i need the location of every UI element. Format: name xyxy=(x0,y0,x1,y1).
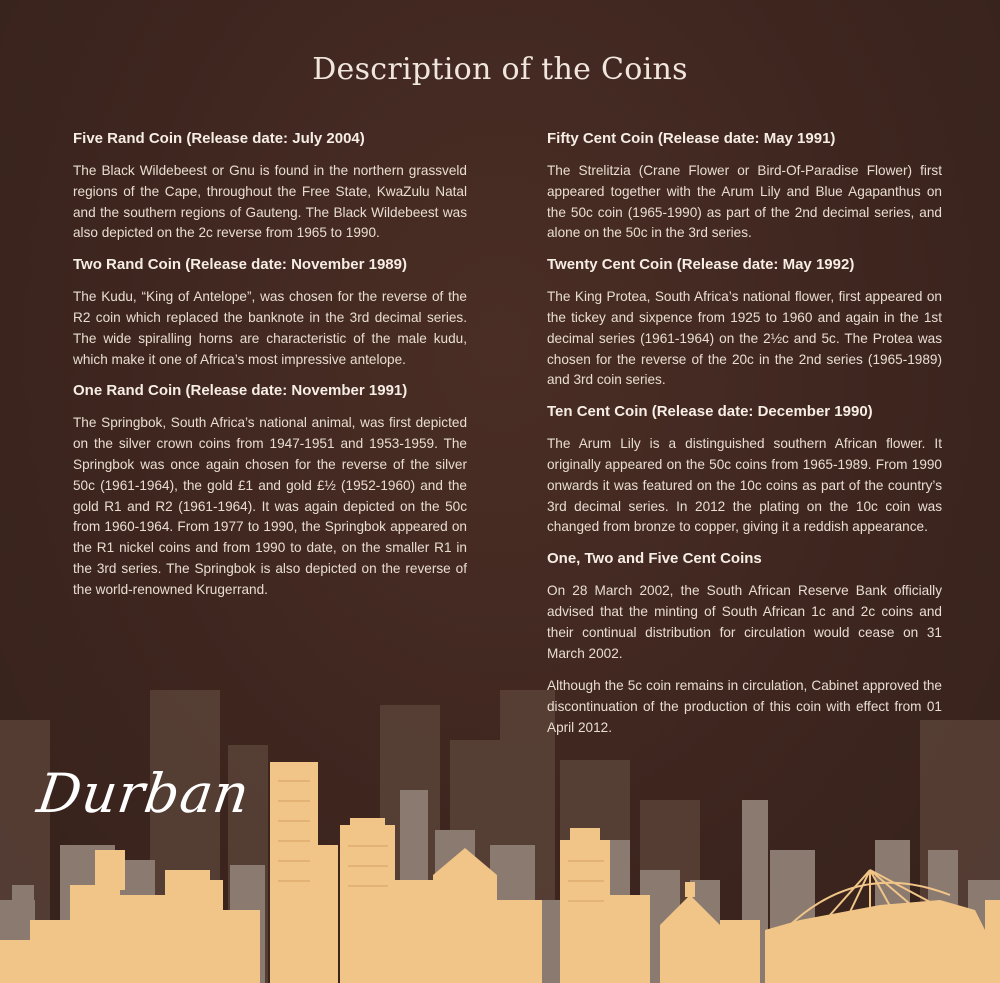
small-cent-coins-paragraph-1: On 28 March 2002, the South African Reserve Bank officially advised that the minting of South African 1c and 2c coins and their continual distribution for circulation would cease on 31 March 2002. xyxy=(547,583,942,661)
ten-cent-heading: Ten Cent Coin (Release date: December 1990) xyxy=(547,403,873,421)
two-rand-section xyxy=(73,256,467,370)
fifty-cent-description: The Strelitzia (Crane Flower or Bird-Of-Paradise Flower) first appeared together with the Arum Lily and Blue Agapanthus on the 50c coin (1965-1990) as part of the 2nd decimal series, and alone on the 50c in the 3rd series. xyxy=(547,163,942,241)
five-rand-heading: Five Rand Coin (Release date: July 2004) xyxy=(73,130,365,147)
one-rand-heading: One Rand Coin (Release date: November 1991) xyxy=(73,382,408,400)
small-cent-coins-section xyxy=(547,550,942,739)
one-rand-description: The Springbok, South Africa’s national animal, was first depicted on the silver crown coins from 1947-1951 and 1953-1959. The Springbok was once again chosen for the reverse of the silver 50c (1961-1964), the gold £1 and gold £½ (1952-1960) and the gold R1 and R2 (1961-1964). It was again depicted on the 50c from 1960-1964. From 1977 to 1990, the Springbok appeared on the R1 nickel coins and from 1990 to date, on the smaller R1 in the 3rd series. The Springbok is also depicted on the reverse of the world-renowned Krugerrand. xyxy=(73,415,467,597)
small-cent-coins-paragraph-2: Although the 5c coin remains in circulation, Cabinet approved the discontinuation of the production of this coin with effect from 01 April 2012. xyxy=(547,678,942,735)
ten-cent-section xyxy=(547,403,942,538)
left-column xyxy=(73,130,467,613)
five-rand-section xyxy=(73,130,467,244)
five-rand-description: The Black Wildebeest or Gnu is found in the northern grassveld regions of the Cape, throughout the Free State, KwaZulu Natal and the southern regions of Gauteng. The Black Wildebeest was also depicted on the 2c reverse from 1965 to 1990. xyxy=(73,163,467,241)
twenty-cent-description: The King Protea, South Africa’s national flower, first appeared on the tickey and sixpence from 1925 to 1960 and again in the 1st decimal series (1961-1964) on the 2½c and 5c. The Protea was chosen for the reverse of the 20c in the 2nd series (1965-1989) and 3rd coin series. xyxy=(547,289,942,388)
two-rand-description: The Kudu, “King of Antelope”, was chosen for the reverse of the R2 coin which replaced the banknote in the 3rd decimal series. The wide spiralling horns are characteristic of the male kudu, which make it one of Africa’s most impressive antelope. xyxy=(73,289,467,367)
right-column xyxy=(547,130,942,751)
fifty-cent-heading: Fifty Cent Coin (Release date: May 1991) xyxy=(547,130,836,147)
ten-cent-description: The Arum Lily is a distinguished southern African flower. It originally appeared on the 50c coins from 1965-1989. From 1990 onwards it was featured on the 10c coins as part of the country’s 3rd decimal series. In 2012 the plating on the 10c coin was changed from bronze to copper, giving it a reddish appearance. xyxy=(547,436,942,535)
page-title: Description of the Coins xyxy=(312,52,688,87)
one-rand-section xyxy=(73,382,467,600)
two-rand-heading: Two Rand Coin (Release date: November 1989) xyxy=(73,256,407,274)
durban-script-label: Durban xyxy=(33,762,254,825)
twenty-cent-section xyxy=(547,256,942,391)
twenty-cent-heading: Twenty Cent Coin (Release date: May 1992) xyxy=(547,256,855,274)
fifty-cent-section xyxy=(547,130,942,244)
small-cent-coins-heading: One, Two and Five Cent Coins xyxy=(547,550,762,568)
